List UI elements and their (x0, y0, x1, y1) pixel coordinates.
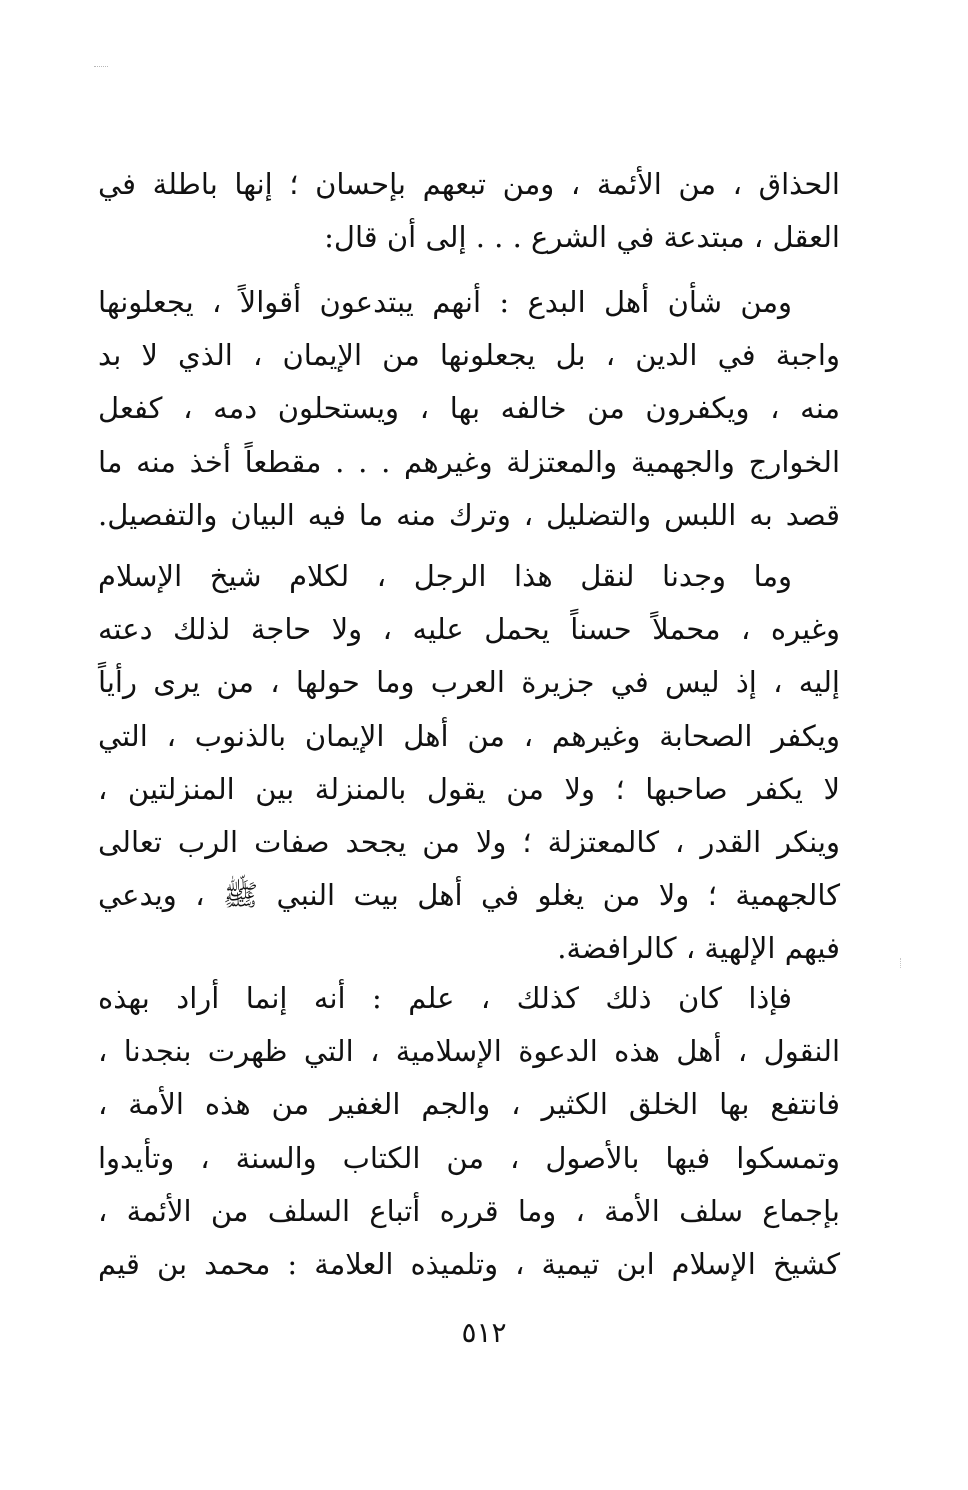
paragraph-4 (98, 972, 840, 1291)
scan-artifact-top (94, 66, 108, 69)
text-line: وما وجدنا لنقل هذا الرجل ، لكلام شيخ الإسلام (98, 559, 792, 593)
text-line: وينكر القدر ، كالمعتزلة ؛ ولا من يجحد صفات الرب تعالى (98, 824, 840, 859)
text-line: منه ، ويكفرون من خالفه بها ، ويستحلون دمه ، كفعل (98, 391, 841, 426)
text-line: الخوارج والجهمية والمعتزلة وغيرهم . . . مقطعاً أخذ منه ما (98, 444, 840, 479)
text-line: النقول ، أهل هذه الدعوة الإسلامية ، التي ظهرت بنجدنا ، (98, 1034, 840, 1069)
paragraph-3 (98, 550, 840, 976)
text-line: قصد به اللبس والتضليل ، وترك منه ما فيه البيان والتفصيل. (98, 497, 840, 532)
text-line: واجبة في الدين ، بل يجعلونها من الإيمان ، الذي لا بد (98, 338, 840, 373)
text-line: وتمسكوا فيها بالأصول ، من الكتاب والسنة ، وتأيدوا (98, 1140, 840, 1175)
text-line: العقل ، مبتدعة في الشرع . . . إلى أن قال: (324, 220, 840, 255)
text-line: وغيره ، محملاً حسناً يحمل عليه ، ولا حاجة لذلك دعته (98, 612, 840, 647)
paragraph-1 (98, 158, 840, 264)
text-line: لا يكفر صاحبها ؛ ولا من يقول بالمنزلة بين المنزلتين ، (98, 771, 840, 806)
text-line: الحذاق ، من الأئمة ، ومن تبعهم بإحسان ؛ إنها باطلة في (98, 167, 840, 201)
text-line: فإذا كان ذلك كذلك ، علم : أنه إنما أراد بهذه (98, 981, 792, 1015)
text-line: فانتفع بها الخلق الكثير ، والجم الغفير من هذه الأمة ، (98, 1087, 840, 1122)
paragraph-2 (98, 276, 840, 542)
text-line: ومن شأن أهل البدع : أنهم يبتدعون أقوالاً ، يجعلونها (98, 285, 792, 319)
text-line: كالجهمية ؛ ولا من يغلو في أهل بيت النبي ﷺ ، ويدعي (98, 878, 840, 913)
text-line: إليه ، إذ ليس في جزيرة العرب وما حولها ، من يرى رأياً (98, 665, 840, 700)
text-line: ويكفر الصحابة وغيرهم ، من أهل الإيمان بالذنوب ، التي (98, 718, 840, 753)
page-number: ٥١٢ (461, 1316, 507, 1349)
text-line: بإجماع سلف الأمة ، وما قرره أتباع السلف من الأئمة ، (98, 1193, 840, 1228)
scan-artifact-right (900, 958, 903, 968)
text-line: فيهم الإلهية ، كالرافضة. (557, 931, 840, 966)
text-line: كشيخ الإسلام ابن تيمية ، وتلميذه العلامة : محمد بن قيم (98, 1246, 840, 1281)
